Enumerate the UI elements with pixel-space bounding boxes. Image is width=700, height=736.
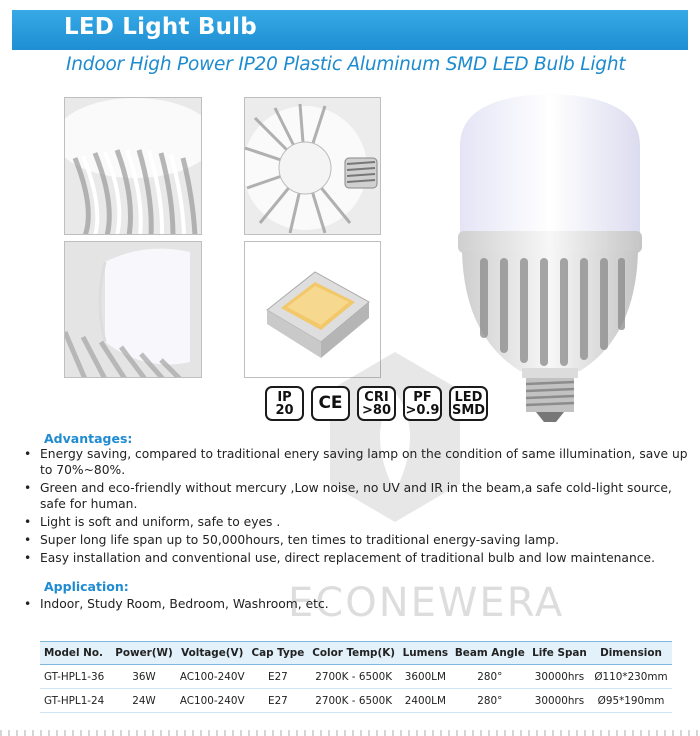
column-header: Lumens: [400, 642, 451, 665]
table-cell: Ø95*190mm: [590, 689, 672, 713]
table-cell: AC100-240V: [176, 689, 248, 713]
table-cell: GT-HPL1-24: [40, 689, 112, 713]
table-cell: 30000hrs: [529, 665, 590, 689]
badge-line1: CRI: [364, 389, 389, 405]
advantages-list: [22, 446, 692, 568]
table-row: [40, 689, 672, 713]
column-header: Dimension: [590, 642, 672, 665]
badge-ce: [311, 386, 350, 421]
column-header: Voltage(V): [176, 642, 248, 665]
detail-photo-cover: [64, 241, 202, 378]
table-header-row: [40, 642, 672, 665]
table-row: [40, 665, 672, 689]
column-header: Life Span: [529, 642, 590, 665]
list-item: • Green and eco-friendly without mercury ,Low noise, no UV and IR in the beam,a safe cold-light source, safe for human.: [22, 480, 692, 512]
list-item: • Energy saving, compared to traditional enery saving lamp on the condition of same illumination, save up to 70%~80%.: [22, 446, 692, 478]
table-cell: 3600LM: [400, 665, 451, 689]
table-cell: AC100-240V: [176, 665, 248, 689]
watermark-text: ECONEWERA: [288, 580, 565, 626]
specs-table: [40, 641, 672, 713]
badge-pf: [403, 386, 442, 421]
badge-line1: PF: [413, 389, 432, 405]
column-header: Power(W): [112, 642, 176, 665]
badge-line2: SMD: [451, 402, 486, 418]
list-item: • Easy installation and conventional use, direct replacement of traditional bulb and low maintenance.: [22, 550, 692, 566]
application-list: [22, 596, 622, 614]
table-cell: 280°: [451, 665, 529, 689]
table-cell: 24W: [112, 689, 176, 713]
page-title: LED Light Bulb: [64, 14, 257, 40]
detail-photo-heatsink: [64, 97, 202, 235]
table-cell: E27: [248, 689, 307, 713]
badge-led-smd: [449, 386, 488, 421]
list-item: • Indoor, Study Room, Bedroom, Washroom, etc.: [22, 596, 622, 612]
table-cell: 2700K - 6500K: [307, 689, 400, 713]
certification-badges: [265, 386, 488, 422]
table-cell: 280°: [451, 689, 529, 713]
column-header: Color Temp(K): [307, 642, 400, 665]
detail-photo-base: [244, 97, 381, 235]
table-cell: E27: [248, 665, 307, 689]
table-cell: Ø110*230mm: [590, 665, 672, 689]
badge-line2: >0.9: [405, 402, 440, 418]
table-cell: 30000hrs: [529, 689, 590, 713]
badge-line1: IP: [277, 389, 292, 405]
product-image-bulb: [440, 86, 660, 426]
application-heading: Application:: [44, 579, 129, 594]
advantages-heading: Advantages:: [44, 431, 133, 446]
badge-line2: >80: [362, 402, 391, 418]
table-cell: GT-HPL1-36: [40, 665, 112, 689]
table-cell: 36W: [112, 665, 176, 689]
badge-line1: CE: [318, 393, 343, 413]
badge-line1: LED: [454, 389, 483, 405]
badge-ip20: [265, 386, 304, 421]
column-header: Model No.: [40, 642, 112, 665]
column-header: Beam Angle: [451, 642, 529, 665]
title-banner: [0, 0, 700, 52]
table-cell: 2700K - 6500K: [307, 665, 400, 689]
page-subtitle: Indoor High Power IP20 Plastic Aluminum SMD LED Bulb Light: [66, 54, 626, 75]
badge-line2: 20: [275, 402, 294, 418]
list-item: • Light is soft and uniform, safe to eyes .: [22, 514, 692, 530]
footer-divider: [0, 730, 700, 736]
table-cell: 2400LM: [400, 689, 451, 713]
list-item: • Super long life span up to 50,000hours, ten times to traditional energy-saving lamp.: [22, 532, 692, 548]
badge-cri: [357, 386, 396, 421]
column-header: Cap Type: [248, 642, 307, 665]
